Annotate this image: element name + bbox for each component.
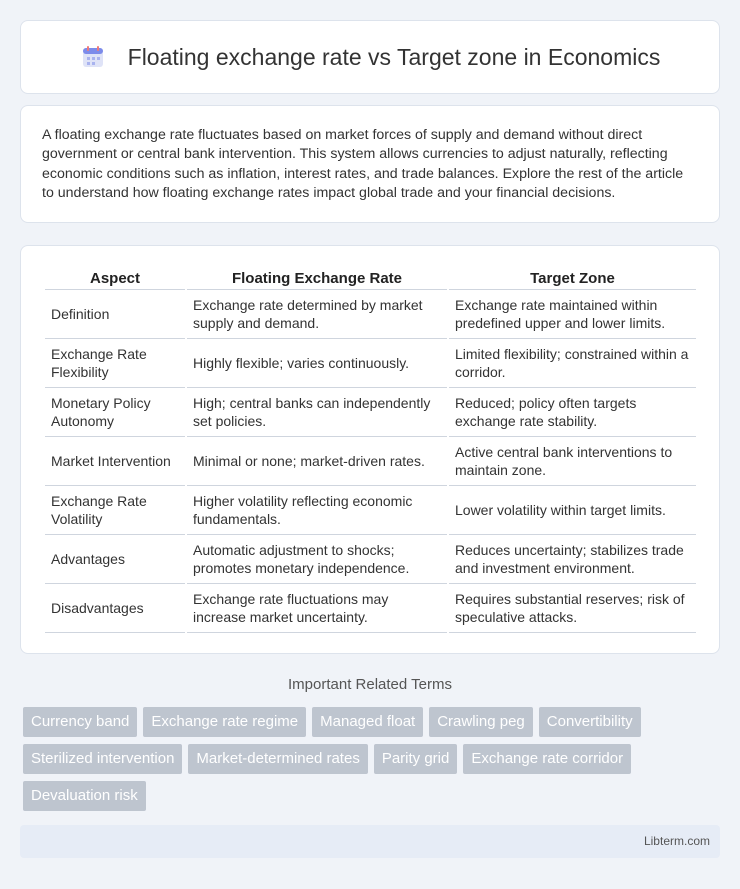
cell-floating: Minimal or none; market-driven rates. [187, 437, 447, 486]
term-tag-currency-band[interactable]: Currency band [23, 707, 137, 737]
cell-aspect: Exchange Rate Flexibility [45, 339, 185, 388]
related-terms-list [23, 707, 723, 811]
intro-card [20, 105, 720, 223]
footer-site-link[interactable]: Libterm.com [643, 834, 710, 848]
title-card [20, 20, 720, 94]
cell-target-zone: Requires substantial reserves; risk of speculative attacks. [449, 584, 696, 633]
comparison-table [43, 266, 698, 633]
cell-aspect: Advantages [45, 535, 185, 584]
cell-floating: Highly flexible; varies continuously. [187, 339, 447, 388]
term-tag-exchange-rate-regime[interactable]: Exchange rate regime [143, 707, 306, 737]
cell-target-zone: Lower volatility within target limits. [449, 486, 696, 535]
term-tag-sterilized-intervention[interactable]: Sterilized intervention [23, 744, 182, 774]
cell-aspect: Exchange Rate Volatility [45, 486, 185, 535]
cell-target-zone: Limited flexibility; constrained within a corridor. [449, 339, 696, 388]
term-tag-parity-grid[interactable]: Parity grid [374, 744, 458, 774]
term-tag-managed-float[interactable]: Managed float [312, 707, 423, 737]
page-title: Floating exchange rate vs Target zone in Economics [127, 43, 661, 70]
cell-floating: Exchange rate fluctuations may increase market uncertainty. [187, 584, 447, 633]
header-target-zone: Target Zone [449, 266, 696, 290]
cell-floating: High; central banks can independently set policies. [187, 388, 447, 437]
table-row [45, 486, 696, 535]
term-tag-crawling-peg[interactable]: Crawling peg [429, 707, 533, 737]
footer [20, 825, 720, 858]
table-row [45, 290, 696, 339]
related-terms-title: Important Related Terms [288, 676, 452, 693]
term-tag-exchange-rate-corridor[interactable]: Exchange rate corridor [463, 744, 631, 774]
cell-target-zone: Reduces uncertainty; stabilizes trade and investment environment. [449, 535, 696, 584]
table-row [45, 535, 696, 584]
cell-floating: Exchange rate determined by market supply and demand. [187, 290, 447, 339]
cell-floating: Automatic adjustment to shocks; promotes monetary independence. [187, 535, 447, 584]
header-floating: Floating Exchange Rate [187, 266, 447, 290]
table-row [45, 339, 696, 388]
cell-aspect: Market Intervention [45, 437, 185, 486]
intro-paragraph: A floating exchange rate fluctuates based on market forces of supply and demand without direct government or central bank intervention. This system allows currencies to adjust naturally, reflecting economic conditions such as inflation, interest rates, and trade balances. Explore the rest of the article to understand how floating exchange rates impact global trade and your financial decisions. [42, 127, 684, 202]
cell-target-zone: Exchange rate maintained within predefined upper and lower limits. [449, 290, 696, 339]
cell-target-zone: Active central bank interventions to maintain zone. [449, 437, 696, 486]
table-row [45, 388, 696, 437]
term-tag-convertibility[interactable]: Convertibility [539, 707, 641, 737]
calendar-icon [80, 44, 106, 70]
table-row [45, 437, 696, 486]
term-tag-market-determined-rates[interactable]: Market-determined rates [188, 744, 367, 774]
cell-target-zone: Reduced; policy often targets exchange rate stability. [449, 388, 696, 437]
cell-aspect: Definition [45, 290, 185, 339]
cell-floating: Higher volatility reflecting economic fundamentals. [187, 486, 447, 535]
cell-aspect: Monetary Policy Autonomy [45, 388, 185, 437]
cell-aspect: Disadvantages [45, 584, 185, 633]
table-row [45, 584, 696, 633]
header-aspect: Aspect [45, 266, 185, 290]
comparison-card [20, 245, 720, 654]
table-header-row [45, 266, 696, 290]
term-tag-devaluation-risk[interactable]: Devaluation risk [23, 781, 146, 811]
